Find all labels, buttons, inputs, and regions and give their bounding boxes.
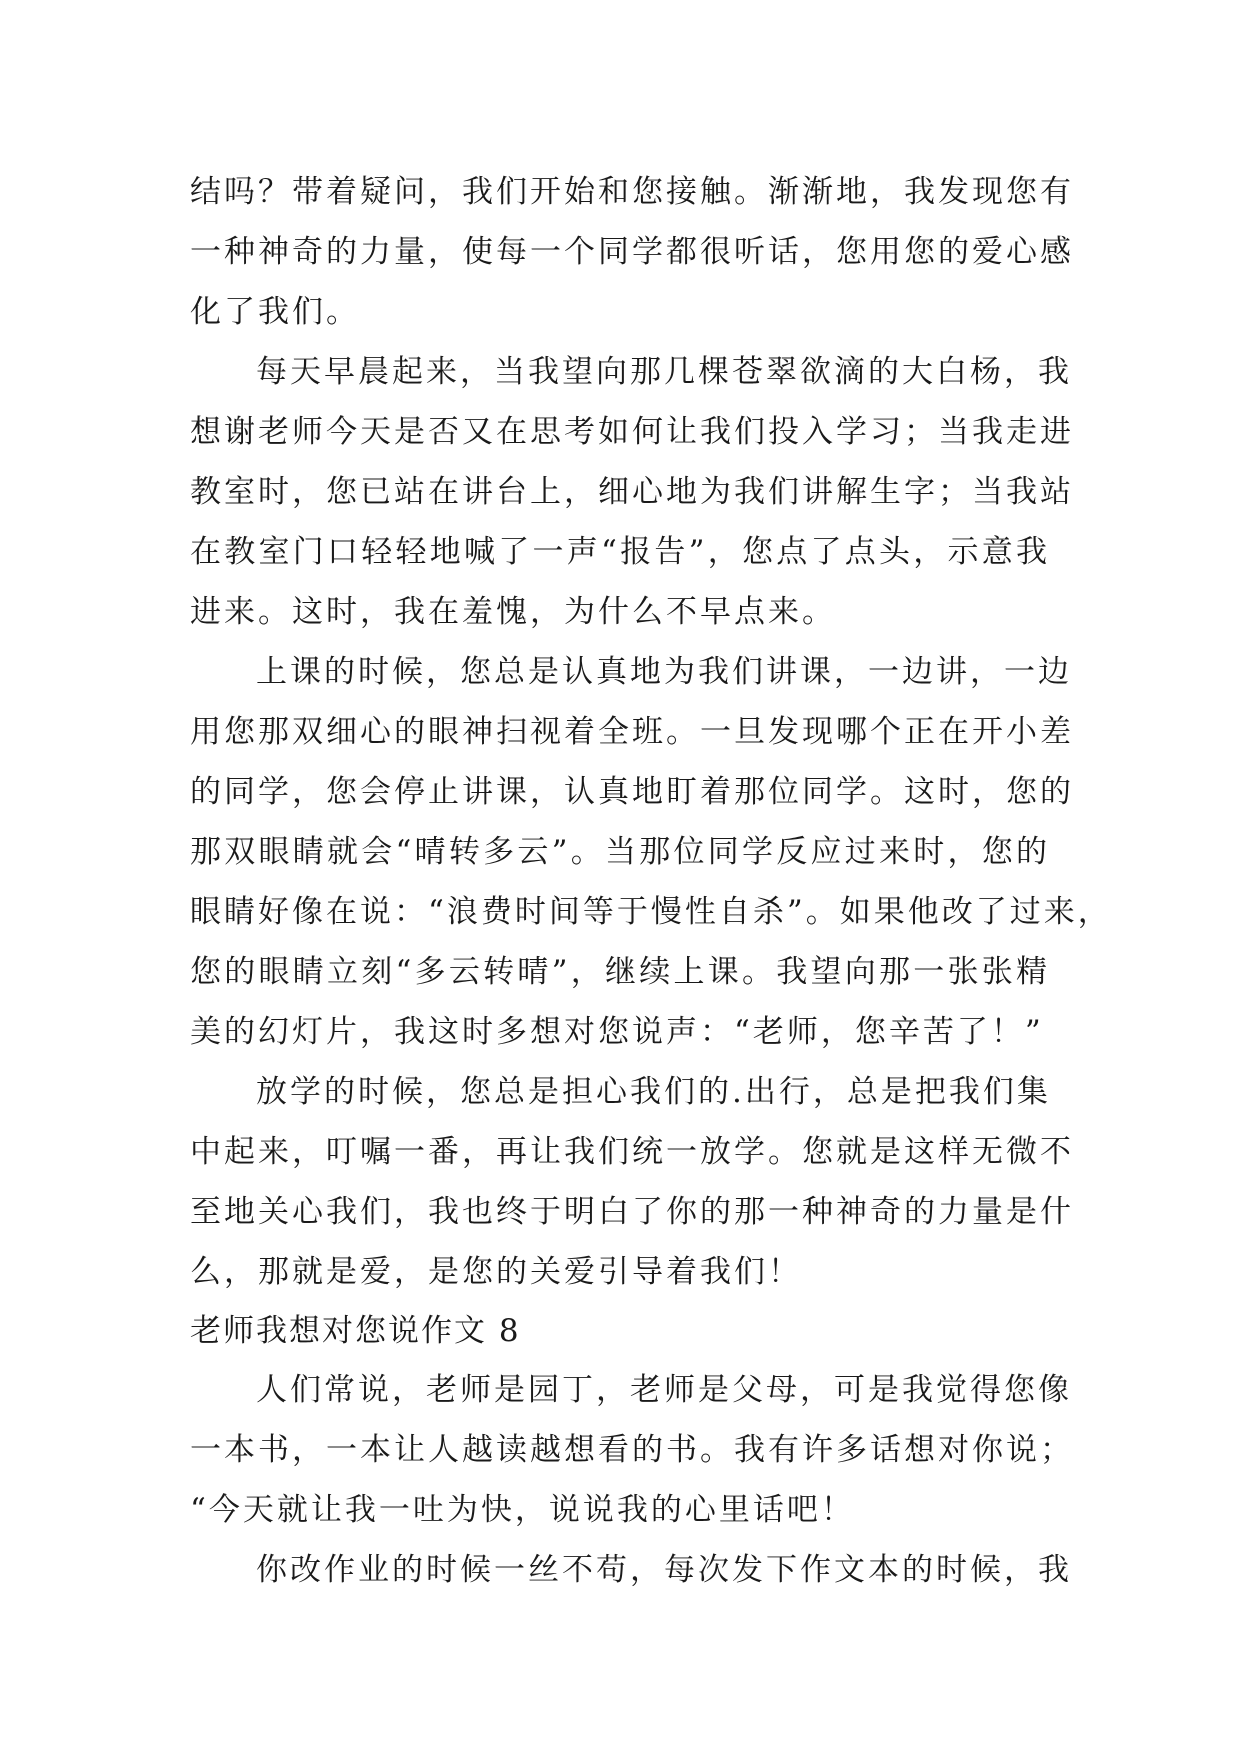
text-line: 那双眼睛就会“晴转多云”。当那位同学反应过来时，您的 [190, 834, 1050, 870]
text-line: 人们常说，老师是园丁，老师是父母，可是我觉得您像 [256, 1372, 1072, 1408]
text-line: 一本书，一本让人越读越想看的书。我有许多话想对你说； [190, 1432, 1074, 1468]
text-line: “今天就让我一吐为快，说说我的心里话吧！ [190, 1492, 855, 1528]
paragraph [190, 1540, 1072, 1600]
text-line: 的同学，您会停止讲课，认真地盯着那位同学。这时，您的 [190, 774, 1074, 810]
text-line: 一种神奇的力量，使每一个同学都很听话，您用您的爱心感 [190, 234, 1074, 270]
text-line: 进来。这时，我在羞愧，为什么不早点来。 [190, 594, 836, 630]
paragraph [190, 342, 1074, 642]
text-line: 中起来，叮嘱一番，再让我们统一放学。您就是这样无微不 [190, 1134, 1074, 1170]
text-line: 在教室门口轻轻地喊了一声“报告”，您点了点头，示意我 [190, 534, 1050, 570]
text-line: 眼睛好像在说：“浪费时间等于慢性自杀”。如果他改了过来， [190, 894, 1112, 930]
text-line: 想谢老师今天是否又在思考如何让我们投入学习；当我走进 [190, 414, 1074, 450]
text-line: 您的眼睛立刻“多云转晴”，继续上课。我望向那一张张精 [190, 954, 1050, 990]
paragraph [190, 1062, 1074, 1302]
paragraph [190, 1360, 1074, 1540]
text-line: 放学的时候，您总是担心我们的.出行，总是把我们集 [256, 1074, 1051, 1110]
section-heading: 老师我想对您说作文 8 [190, 1313, 521, 1349]
text-line: 上课的时候，您总是认真地为我们讲课，一边讲，一边 [256, 654, 1072, 690]
text-line: 你改作业的时候一丝不苟，每次发下作文本的时候，我 [256, 1552, 1072, 1588]
text-line: 用您那双细心的眼神扫视着全班。一旦发现哪个正在开小差 [190, 714, 1074, 750]
text-line: 美的幻灯片，我这时多想对您说声：“老师，您辛苦了！” [190, 1014, 1044, 1050]
paragraph [190, 162, 1074, 342]
document-body [190, 162, 1112, 1600]
text-line: 至地关心我们，我也终于明白了你的那一种神奇的力量是什 [190, 1194, 1074, 1230]
text-line: 结吗？带着疑问，我们开始和您接触。渐渐地，我发现您有 [190, 174, 1074, 210]
text-line: 化了我们。 [190, 294, 360, 330]
text-line: 么，那就是爱，是您的关爱引导着我们！ [190, 1254, 802, 1290]
paragraph [190, 642, 1112, 1062]
text-line: 每天早晨起来，当我望向那几棵苍翠欲滴的大白杨，我 [256, 354, 1072, 390]
text-line: 教室时，您已站在讲台上，细心地为我们讲解生字；当我站 [190, 474, 1074, 510]
